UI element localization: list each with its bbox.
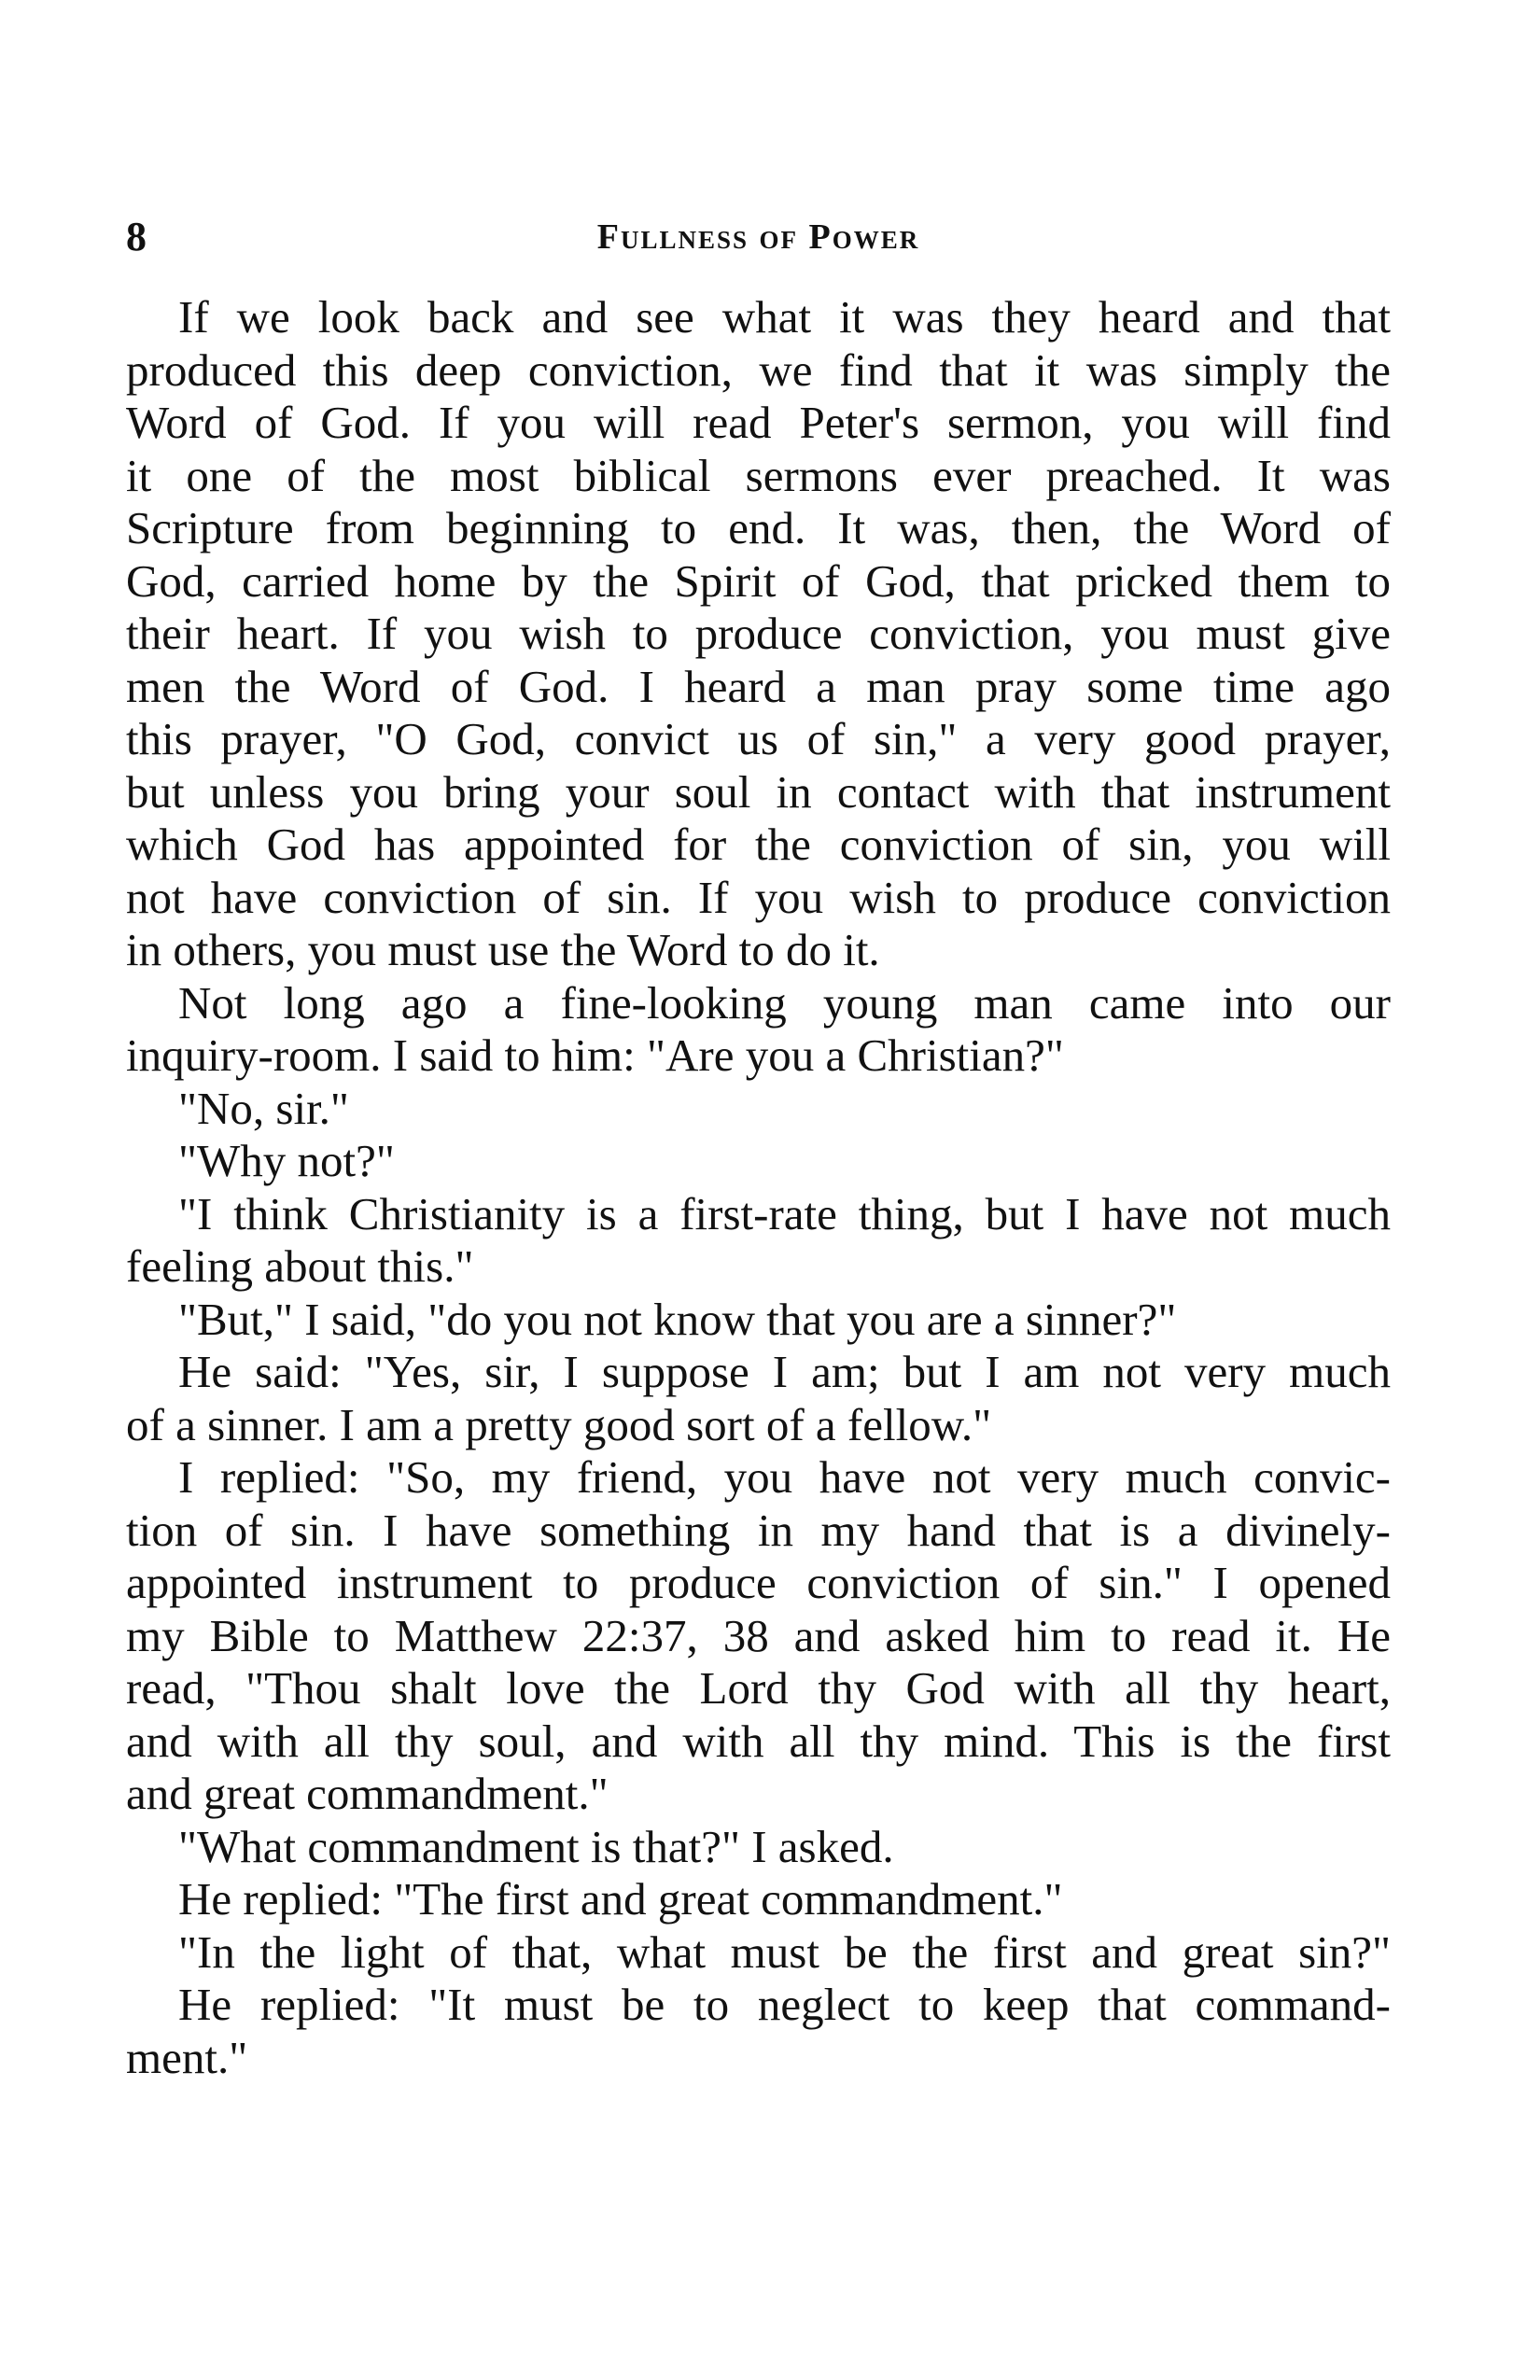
text-line: it one of the most biblical sermons ever preached. It was xyxy=(126,449,1391,501)
text-line: feeling about this." xyxy=(126,1240,474,1292)
running-title: Fullness of Power xyxy=(596,217,920,257)
text-line: and great commandment." xyxy=(126,1768,609,1819)
text-line: "In the light of that, what must be the first and great sin?" xyxy=(178,1925,1391,1978)
text-line: read, "Thou shalt love the Lord thy God with all thy heart, xyxy=(126,1662,1391,1714)
text-line: and with all thy soul, and with all thy mind. This is the first xyxy=(126,1715,1391,1767)
text-line: men the Word of God. I heard a man pray some time ago xyxy=(126,660,1391,712)
text-line: God, carried home by the Spirit of God, that pricked them to xyxy=(126,554,1391,607)
text-line: tion of sin. I have something in my hand that is a divinely- xyxy=(126,1504,1391,1556)
text-line: their heart. If you wish to produce conviction, you must give xyxy=(126,608,1391,659)
text-line: not have conviction of sin. If you wish to produce conviction xyxy=(126,871,1391,923)
running-head xyxy=(126,213,1391,269)
text-line: which God has appointed for the conviction of sin, you will xyxy=(126,819,1391,870)
text-line: produced this deep conviction, we find that it was simply the xyxy=(126,343,1391,396)
page-number: 8 xyxy=(126,214,147,259)
text-line: He replied: "The first and great commandment." xyxy=(178,1873,1063,1925)
text-line: this prayer, "O God, convict us of sin," a very good prayer, xyxy=(126,713,1391,764)
text-line: He replied: "It must be to neglect to keep that command- xyxy=(178,1979,1391,2030)
text-line: "No, sir." xyxy=(178,1082,349,1134)
text-line: appointed instrument to produce conviction of sin." I opened xyxy=(126,1557,1391,1608)
text-line: Scripture from beginning to end. It was, then, the Word of xyxy=(126,502,1391,553)
text-line: ment." xyxy=(126,2031,248,2083)
text-line: If we look back and see what it was they heard and that xyxy=(178,291,1391,343)
text-line: my Bible to Matthew 22:37, 38 and asked him to read it. He xyxy=(126,1609,1391,1661)
text-line: of a sinner. I am a pretty good sort of a fellow." xyxy=(126,1398,992,1450)
text-line: "What commandment is that?" I asked. xyxy=(178,1820,894,1872)
text-line: inquiry-room. I said to him: "Are you a Christian?" xyxy=(126,1029,1064,1081)
text-line: but unless you bring your soul in contact with that instrument xyxy=(126,765,1391,818)
text-line: "But," I said, "do you not know that you are a sinner?" xyxy=(178,1293,1177,1345)
text-line: "I think Christianity is a first-rate thing, but I have not much xyxy=(178,1187,1391,1239)
text-line: "Why not?" xyxy=(178,1135,395,1186)
text-line: He said: "Yes, sir, I suppose I am; but I am not very much xyxy=(178,1346,1391,1397)
body-text xyxy=(126,291,1391,2084)
text-line: in others, you must use the Word to do it. xyxy=(126,924,880,975)
text-line: I replied: "So, my friend, you have not very much convic- xyxy=(178,1451,1391,1503)
text-line: Word of God. If you will read Peter's sermon, you will find xyxy=(126,397,1391,448)
text-line: Not long ago a fine-looking young man came into our xyxy=(178,976,1391,1029)
